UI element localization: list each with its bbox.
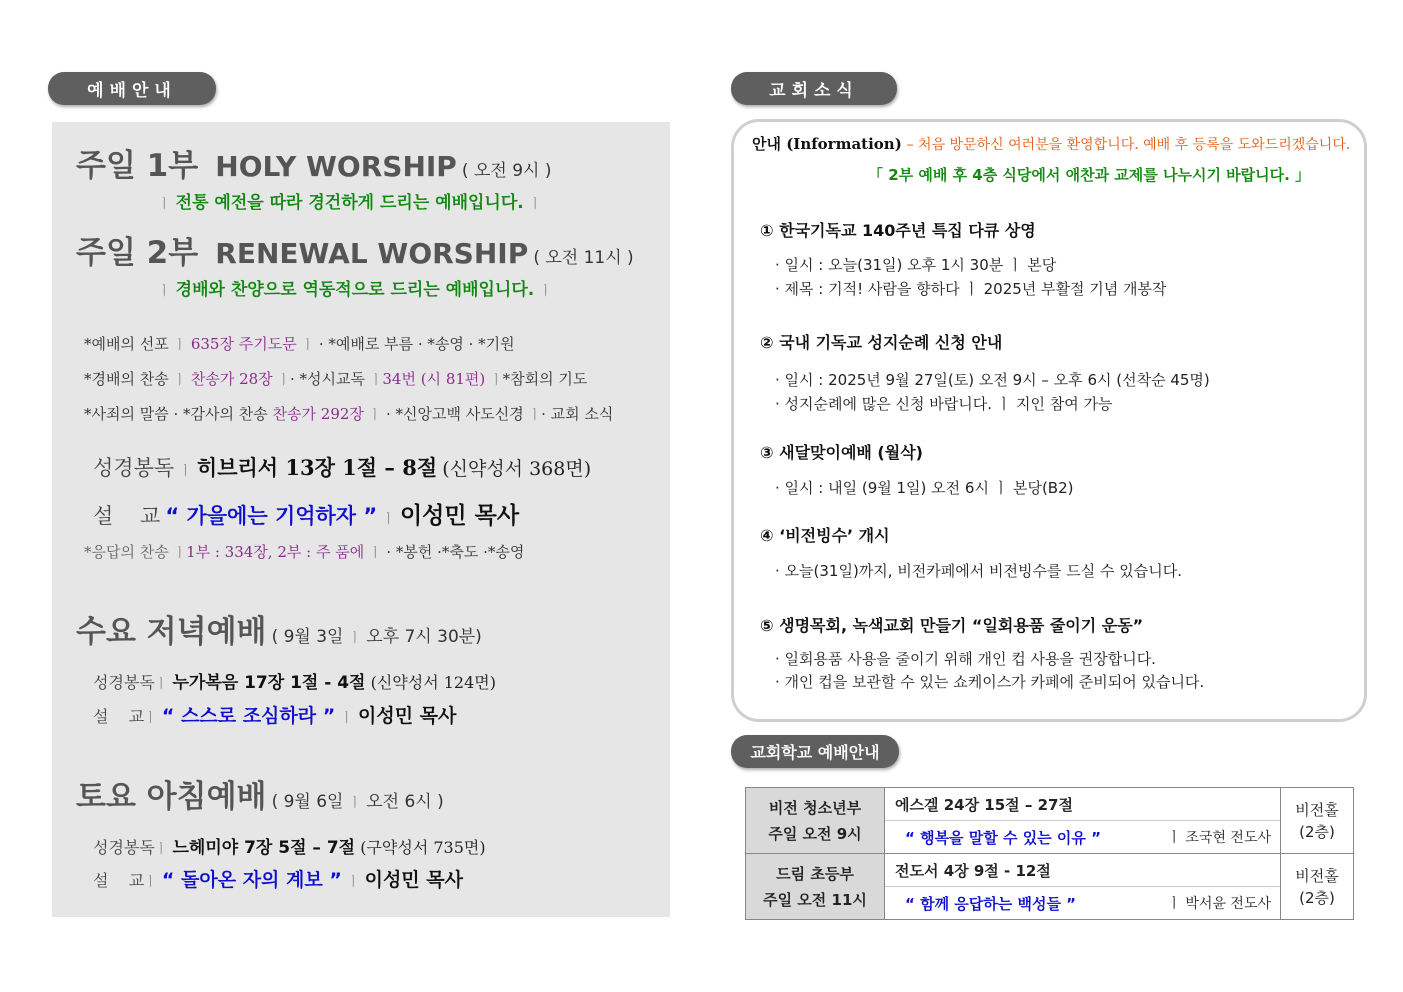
fellowship-note: 「 2부 예배 후 4층 식당에서 애찬과 교제를 나누시기 바랍니다. 」 <box>868 166 1311 184</box>
service2-heading <box>76 227 634 272</box>
school-sermon-title: “ 함께 응답하는 백성들 ” <box>905 894 1077 913</box>
service1-eng: HOLY WORSHIP <box>215 150 457 183</box>
news-item-line: · 성지순례에 많은 신청 바랍니다. ㅣ 지인 참여 가능 <box>775 395 1113 413</box>
news-item-line: · 일시 : 2025년 9월 27일(토) 오전 9시 – 오후 6시 (선착순 45명) <box>775 371 1210 389</box>
school-preacher: ㅣ 조국현 전도사 <box>1167 829 1271 846</box>
passage: 전도서 4장 9절 - 12절 <box>885 854 1281 887</box>
sermon-cell <box>885 821 1281 854</box>
news-item-line: · 일시 : 내일 (9월 1일) 오전 6시 ㅣ 본당(B2) <box>775 479 1074 497</box>
wed-heading: 수요 저녁예배 ( 9월 3일 ㅣ 오후 7시 30분) <box>76 614 482 650</box>
news-item-line: · 오늘(31일)까지, 비전카페에서 비전빙수를 드실 수 있습니다. <box>775 562 1182 580</box>
service1-desc: 전통 예전을 따라 경건하게 드리는 예배입니다. <box>175 193 524 213</box>
news-item-line: · 일회용품 사용을 줄이기 위해 개인 컵 사용을 권장합니다. <box>775 650 1156 668</box>
dept-time: 주일 오전 9시 <box>768 824 862 843</box>
school-row <box>746 788 1354 821</box>
sat-reading: 성경봉독ㅣ 느헤미야 7장 5절 – 7절 (구약성서 735면) <box>93 838 486 858</box>
school-preacher: ㅣ 박서윤 전도사 <box>1167 895 1271 912</box>
service1-desc-line: ㅣ 전통 예전을 따라 경건하게 드리는 예배입니다. ㅣ <box>158 193 542 213</box>
school-row <box>746 854 1354 887</box>
news-item-title: ⑤ 생명목회, 녹색교회 만들기 “일회용품 줄이기 운동” <box>760 616 1144 635</box>
news-item-line: · 제목 : 기적! 사람을 향하다 ㅣ 2025년 부활절 기념 개봉작 <box>775 280 1167 298</box>
wed-sermon: 설 교ㅣ “ 스스로 조심하라 ” ㅣ 이성민 목사 <box>93 705 457 727</box>
service1-time: ( 오전 9시 ) <box>461 161 552 181</box>
service2-time: ( 오전 11시 ) <box>533 248 634 268</box>
service2-title: 주일 2부 <box>76 235 199 271</box>
dept-time: 주일 오전 11시 <box>763 890 867 909</box>
service2-desc: 경배와 찬양으로 역동적으로 드리는 예배입니다. <box>175 280 535 300</box>
news-item-title: ① 한국기독교 140주년 특집 다큐 상영 <box>760 221 1036 240</box>
church-news-tab: 교회소식 <box>731 72 897 105</box>
sat-sermon: 설 교ㅣ “ 돌아온 자의 계보 ” ㅣ 이성민 목사 <box>93 869 463 891</box>
place-name: 비전홀 <box>1295 866 1339 885</box>
place-cell <box>1281 788 1354 854</box>
news-item-title: ② 국내 기독교 성지순례 신청 안내 <box>760 333 1003 352</box>
reading-line: 성경봉독 ㅣ 히브리서 13장 1절 – 8절 (신약성서 368면) <box>93 455 592 480</box>
service1-title: 주일 1부 <box>76 148 199 184</box>
response-line: *응답의 찬송 ㅣ1부 : 334장, 2부 : 주 품에 ㅣ · *봉헌 ·*축도 ·*송영 <box>84 543 525 561</box>
passage: 에스겔 24장 15절 – 27절 <box>885 788 1281 821</box>
dept-cell <box>746 788 885 854</box>
news-item-title: ④ ‘비전빙수’ 개시 <box>760 526 890 545</box>
order-line-1: *예배의 선포 ㅣ 635장 주기도문 ㅣ · *예배로 부름 · *송영 · *기원 <box>84 335 515 353</box>
school-worship-tab: 교회학교 예배안내 <box>731 735 899 768</box>
place-cell <box>1281 854 1354 920</box>
news-item-line: · 개인 컵을 보관할 수 있는 쇼케이스가 카페에 준비되어 있습니다. <box>775 673 1205 691</box>
order-line-2: *경배의 찬송 ㅣ 찬송가 28장 ㅣ· *성시교독 ㅣ34번 (시 81편) ㅣ*참회의 기도 <box>84 370 588 388</box>
order-line-3: *사죄의 말씀 · *감사의 찬송 찬송가 292장 ㅣ · *신앙고백 사도신경 ㅣ· 교회 소식 <box>84 405 614 423</box>
place-name: 비전홀 <box>1295 800 1339 819</box>
sermon-line: 설 교 “ 가을에는 기억하자 ” ㅣ 이성민 목사 <box>93 503 520 529</box>
place-floor: (2층) <box>1299 822 1335 841</box>
place-floor: (2층) <box>1299 888 1335 907</box>
sat-heading: 토요 아침예배 ( 9월 6일 ㅣ 오전 6시 ) <box>76 779 444 815</box>
worship-info-tab: 예배안내 <box>48 72 216 105</box>
service1-heading <box>76 140 551 185</box>
service2-desc-line: ㅣ 경배와 찬양으로 역동적으로 드리는 예배입니다. ㅣ <box>158 280 552 300</box>
news-item-line: · 일시 : 오늘(31일) 오후 1시 30분 ㅣ 본당 <box>775 256 1057 274</box>
school-table <box>745 787 1354 920</box>
service2-eng: RENEWAL WORSHIP <box>215 237 529 270</box>
dept-name: 비전 청소년부 <box>768 798 862 817</box>
news-item-title: ③ 새달맞이예배 (월삭) <box>760 443 923 462</box>
dept-name: 드림 초등부 <box>776 864 854 883</box>
info-line: 안내 (Information) – 처음 방문하신 여러분을 환영합니다. 예배 후 등록을 도와드리겠습니다. <box>752 135 1351 153</box>
school-sermon-title: “ 행복을 말할 수 있는 이유 ” <box>905 828 1101 847</box>
wed-reading: 성경봉독ㅣ 누가복음 17장 1절 - 4절 (신약성서 124면) <box>93 673 496 693</box>
sermon-cell <box>885 887 1281 920</box>
dept-cell <box>746 854 885 920</box>
